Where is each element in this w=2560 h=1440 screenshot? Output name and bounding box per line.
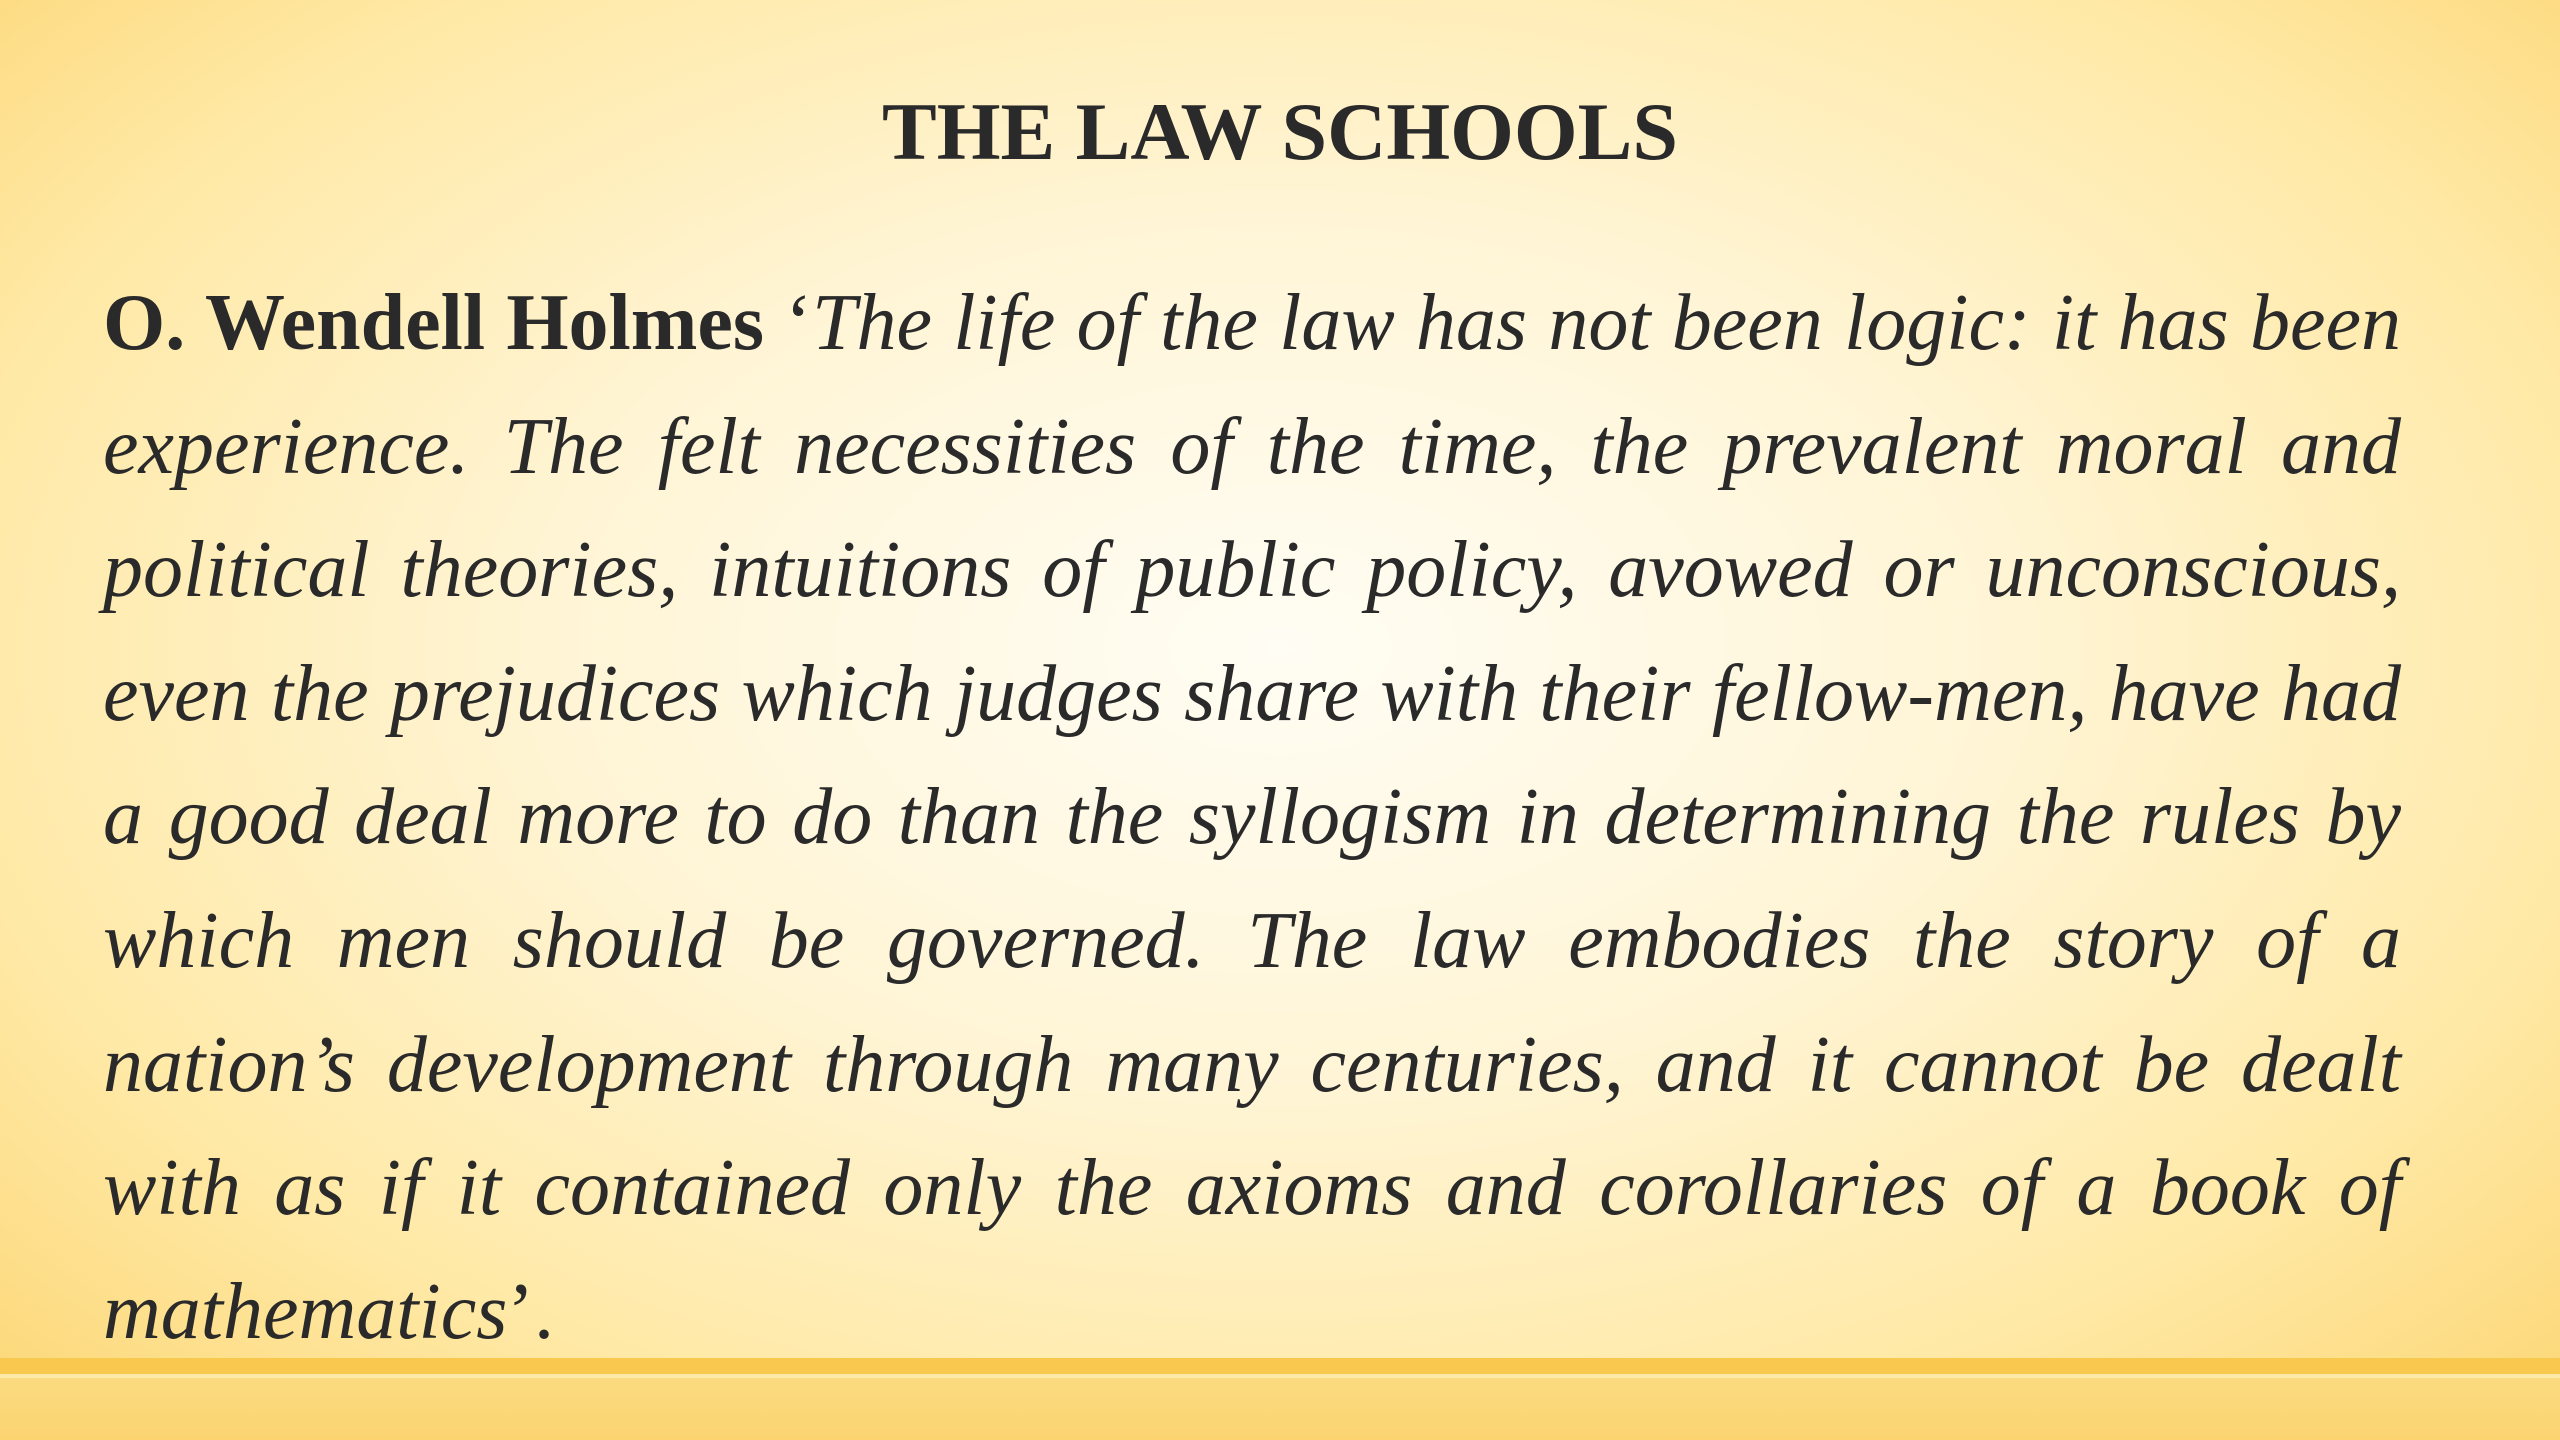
bottom-decorative-band — [0, 1358, 2560, 1440]
quote-open-mark: ‘ — [764, 279, 812, 367]
quote-paragraph — [103, 262, 2401, 1374]
quote-text: The life of the law has not been logic: it has been experience. The felt necessities of the time, the prevalent moral and political theories, intuitions of public policy, avowed or unconscious, even the prejudices which judges share with their fellow-men, have had a good deal more to do than the syllogism in determining the rules by which men should be governed. The law embodies the story of a nation’s development through many centuries, and it cannot be dealt with as if it contained only the axioms and corollaries of a book of mathematics — [103, 279, 2402, 1356]
quote-author: O. Wendell Holmes — [103, 279, 765, 367]
quote-close-mark: ’. — [507, 1267, 555, 1356]
slide-title: THE LAW SCHOOLS — [882, 86, 1678, 177]
